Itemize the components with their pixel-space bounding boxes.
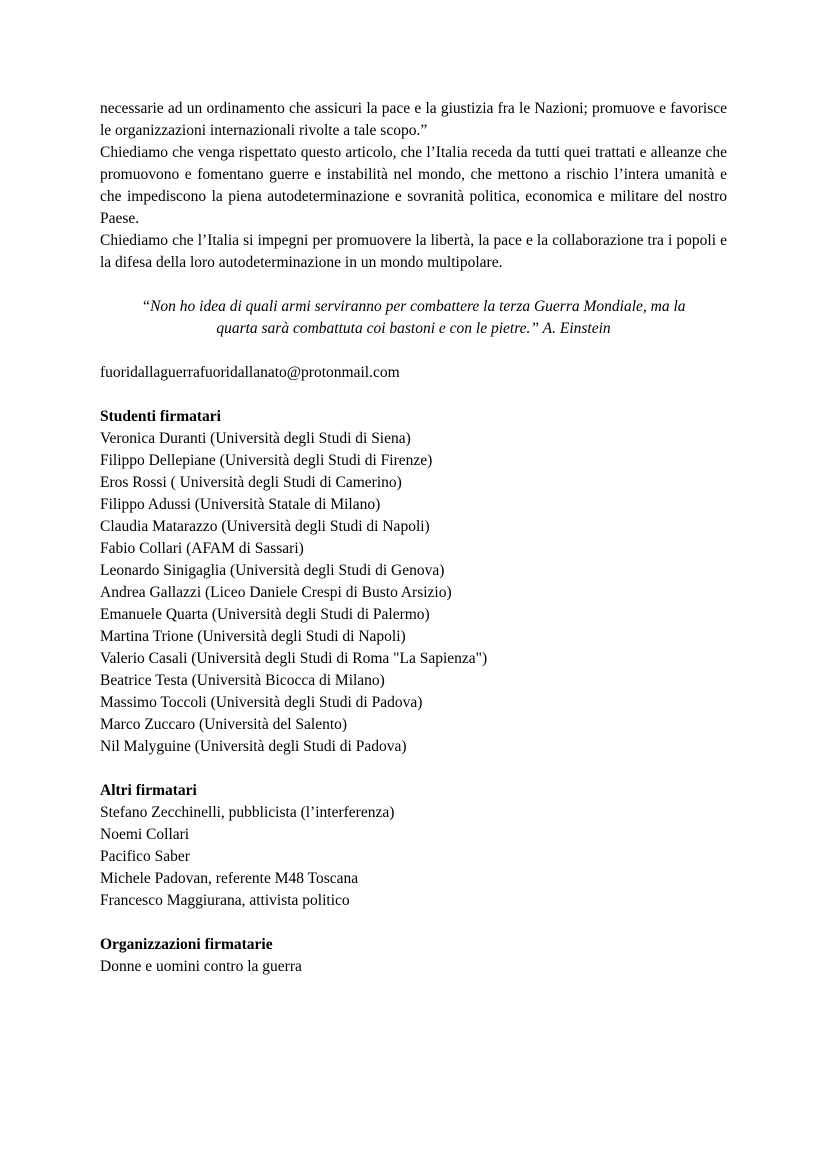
einstein-quote — [100, 296, 727, 340]
list-item: Leonardo Sinigaglia (Università degli Studi di Genova) — [100, 562, 445, 579]
section-title: Organizzazioni firmatarie — [100, 936, 273, 953]
list-item: Pacifico Saber — [100, 848, 190, 865]
section-title: Altri firmatari — [100, 782, 197, 799]
list-item: Martina Trione (Università degli Studi di Napoli) — [100, 628, 406, 645]
quote-line-1: “Non ho idea di quali armi serviranno per combattere la terza Guerra Mondiale, ma la — [141, 298, 686, 315]
list-item: Nil Malyguine (Università degli Studi di Padova) — [100, 738, 407, 755]
section-title: Studenti firmatari — [100, 408, 221, 425]
list-item: Emanuele Quarta (Università degli Studi di Palermo) — [100, 606, 430, 623]
list-item: Filippo Dellepiane (Università degli Studi di Firenze) — [100, 452, 433, 469]
list-item: Massimo Toccoli (Università degli Studi di Padova) — [100, 694, 423, 711]
list-item: Michele Padovan, referente M48 Toscana — [100, 870, 359, 887]
students-section — [100, 406, 727, 758]
organizations-list — [100, 956, 727, 978]
paragraph-article-end: necessarie ad un ordinamento che assicuri la pace e la giustizia fra le Nazioni; promuove e favorisce le organizzazioni internazionali rivolte a tale scopo.” — [100, 100, 727, 139]
quote-line-2: quarta sarà combattuta coi bastoni e con le pietre.” A. Einstein — [216, 320, 611, 337]
paragraph-request-peace: Chiediamo che l’Italia si impegni per promuovere la libertà, la pace e la collaborazione tra i popoli e la difesa della loro autodeterminazione in un mondo multipolare. — [100, 232, 727, 271]
list-item: Donne e uomini contro la guerra — [100, 958, 302, 975]
students-list — [100, 428, 727, 758]
others-list — [100, 802, 727, 912]
list-item: Stefano Zecchinelli, pubblicista (l’interferenza) — [100, 804, 395, 821]
list-item: Claudia Matarazzo (Università degli Studi di Napoli) — [100, 518, 430, 535]
contact-email: fuoridallaguerrafuoridallanato@protonmail.com — [100, 364, 400, 381]
paragraph-request-treaties: Chiediamo che venga rispettato questo articolo, che l’Italia receda da tutti quei trattati e alleanze che promuovono e fomentano guerre e instabilità nel mondo, che mettono a rischio l’intera umanità e che impediscono la piena autodeterminazione e sovranità politica, economica e militare del nostro Paese. — [100, 144, 727, 227]
list-item: Francesco Maggiurana, attivista politico — [100, 892, 350, 909]
list-item: Valerio Casali (Università degli Studi di Roma "La Sapienza") — [100, 650, 488, 667]
others-section — [100, 780, 727, 912]
list-item: Marco Zuccaro (Università del Salento) — [100, 716, 348, 733]
document-page — [100, 98, 727, 978]
list-item: Beatrice Testa (Università Bicocca di Milano) — [100, 672, 385, 689]
list-item: Veronica Duranti (Università degli Studi di Siena) — [100, 430, 411, 447]
list-item: Eros Rossi ( Università degli Studi di Camerino) — [100, 474, 402, 491]
list-item: Noemi Collari — [100, 826, 190, 843]
list-item: Filippo Adussi (Università Statale di Milano) — [100, 496, 381, 513]
organizations-section — [100, 934, 727, 978]
list-item: Andrea Gallazzi (Liceo Daniele Crespi di Busto Arsizio) — [100, 584, 452, 601]
list-item: Fabio Collari (AFAM di Sassari) — [100, 540, 304, 557]
